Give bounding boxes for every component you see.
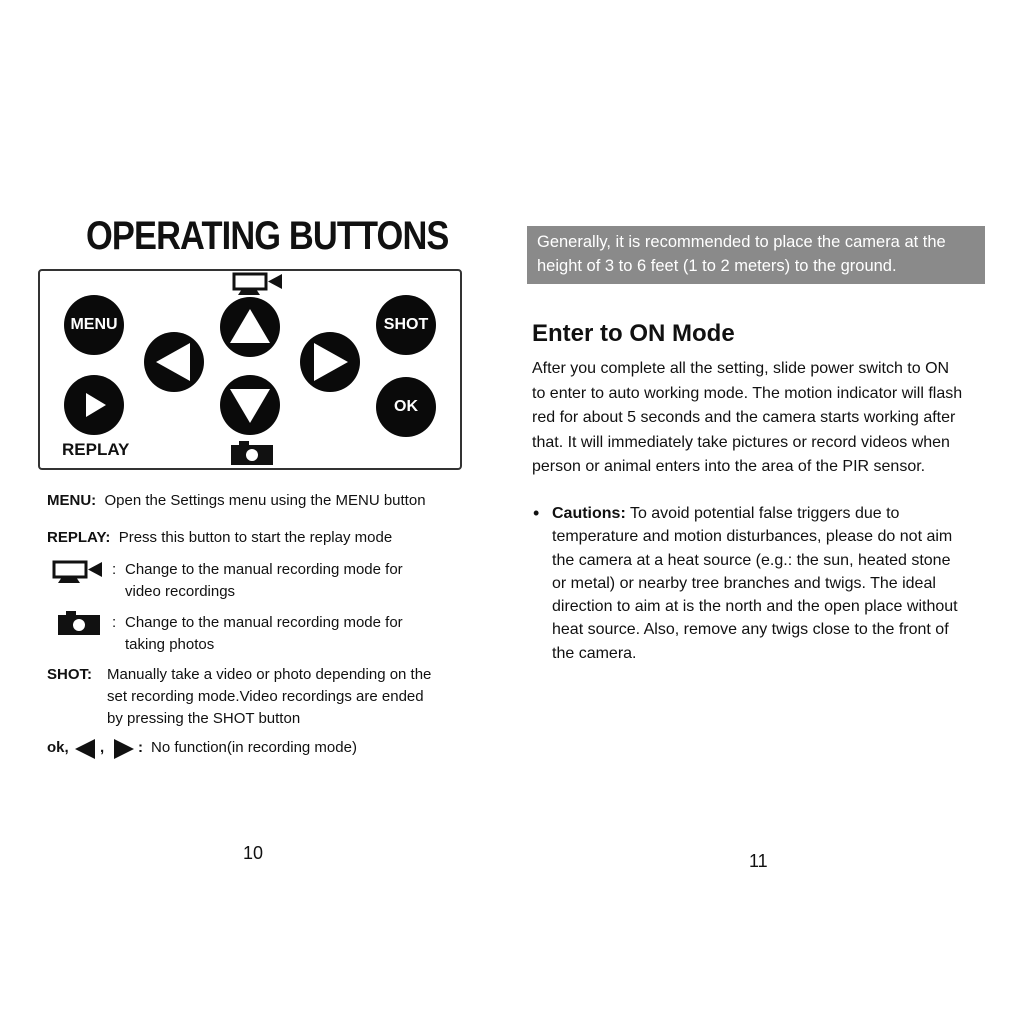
paragraph-line: that. It will immediately take pictures or record videos when (532, 433, 950, 451)
ok-button[interactable] (376, 377, 436, 437)
down-arrow-icon (220, 375, 280, 435)
legend-comma: , (100, 739, 105, 756)
caution-label: Cautions: (552, 505, 626, 522)
legend-menu-label: MENU: (47, 492, 97, 509)
legend-video-line: Change to the manual recording mode for (125, 561, 403, 578)
legend-colon2: : (138, 739, 143, 756)
caution-line: the camera. (552, 644, 637, 662)
legend-shot-text (107, 664, 431, 730)
caution-first-text: To avoid potential false triggers due to (629, 505, 900, 522)
legend-video-colon: : (112, 561, 117, 578)
menu-button[interactable] (64, 295, 124, 355)
replay-label: REPLAY (62, 440, 130, 459)
caution-line: the camera at a heat source (e.g.: the sun, heated stone (552, 551, 951, 569)
placement-note (527, 226, 985, 284)
caution-line: temperature and motion disturbances, please do not aim (552, 528, 953, 546)
legend-replay (47, 527, 392, 549)
legend-shot-line: set recording mode.Video recordings are ended (107, 688, 424, 705)
left-arrow-icon (144, 332, 204, 392)
legend-video-text (125, 559, 403, 603)
legend-photo-icon (58, 611, 100, 640)
on-mode-paragraph (532, 357, 992, 480)
legend-ok (47, 737, 69, 759)
legend-video-line: video recordings (125, 583, 236, 600)
photo-camera-icon (231, 441, 273, 470)
ok-button-label: OK (394, 398, 418, 415)
legend-ok-text: No function(in recording mode) (151, 739, 357, 756)
legend-shot-line: Manually take a video or photo depending on the (107, 666, 432, 683)
legend-menu (47, 490, 426, 512)
paragraph-line: person or animal enters into the area of the PIR sensor. (532, 458, 926, 475)
legend-shot-label (47, 664, 92, 686)
paragraph-line: red for about 5 seconds and the camera starts working after (532, 409, 956, 426)
up-arrow-icon (220, 297, 280, 357)
page-title: OPERATING BUTTONS (86, 214, 449, 258)
caution-line: or metal) or nearby tree branches and twigs. The ideal (552, 574, 936, 592)
legend-video-icon (52, 559, 104, 588)
bullet-icon: • (533, 503, 540, 523)
paragraph-line: After you complete all the setting, slide power switch to ON (532, 360, 950, 377)
section-heading: Enter to ON Mode (532, 320, 735, 347)
paragraph-line: to enter to auto working mode. The motion indicator will flash (532, 384, 963, 402)
legend-replay-text: Press this button to start the replay mode (118, 529, 393, 546)
legend-ok-label: ok, (47, 739, 69, 756)
right-arrow-icon (300, 332, 360, 392)
legend-photo-line: taking photos (125, 636, 215, 653)
legend-replay-label: REPLAY: (47, 529, 111, 546)
legend-photo-text (125, 612, 403, 656)
right-button[interactable] (300, 332, 360, 392)
legend-menu-text: Open the Settings menu using the MENU button (104, 492, 426, 509)
page-number-right: 11 (749, 851, 768, 871)
replay-button[interactable] (64, 375, 124, 435)
down-button[interactable] (220, 375, 280, 435)
caution-first-line (552, 502, 992, 525)
legend-shot-label-text: SHOT: (47, 666, 92, 683)
shot-button-label: SHOT (383, 316, 429, 333)
shot-button[interactable] (376, 295, 436, 355)
menu-button-label: MENU (70, 316, 118, 333)
left-button[interactable] (144, 332, 204, 392)
caution-line: heat source. Also, remove any twigs close to the front of (552, 621, 949, 639)
left-triangle-icon (74, 738, 96, 765)
placement-note-line: Generally, it is recommended to place the camera at the (537, 233, 946, 251)
placement-note-line: height of 3 to 6 feet (1 to 2 meters) to the ground. (537, 257, 897, 275)
up-button[interactable] (220, 297, 280, 357)
right-triangle-icon (113, 738, 135, 765)
legend-shot-line: by pressing the SHOT button (107, 710, 301, 727)
legend-photo-colon: : (112, 614, 117, 631)
caution-line: direction to aim at is the north and the open place without (552, 598, 958, 616)
legend-photo-line: Change to the manual recording mode for (125, 614, 403, 631)
video-camera-icon (232, 271, 284, 300)
cautions-paragraph (552, 502, 992, 665)
page-number-left: 10 (243, 843, 264, 863)
play-icon (64, 375, 124, 435)
